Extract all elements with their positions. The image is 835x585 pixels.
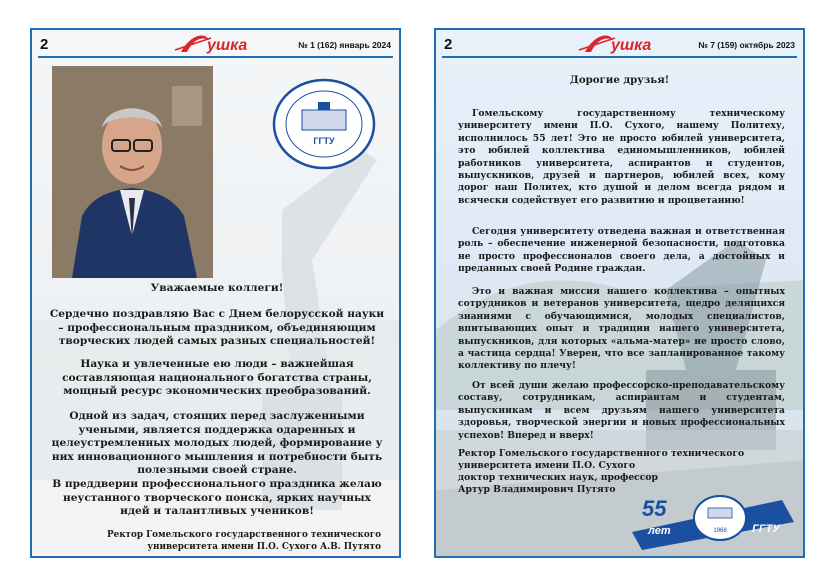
anniversary-badge bbox=[632, 482, 794, 554]
issue-number: № 7 (159) октябрь 2023 bbox=[698, 40, 795, 50]
newspaper-logo bbox=[171, 30, 261, 56]
badge-number: 55 bbox=[642, 496, 667, 521]
left-page bbox=[30, 28, 401, 558]
paragraph-2: Наука и увлеченные ею люди – важнейшая составляющая национального богатства страны, мощный ресурс экономических преобразований. bbox=[62, 358, 372, 398]
paragraph-4: От всей души желаю профессорско-преподавательскому составу, сотрудникам, аспирантам и студентам, выпускникам и всем друзьям нашего университета здоровья, творческой энергии и новых профессиональных успехов! Вперед и вверх! bbox=[458, 380, 785, 441]
paragraph-1: Гомельскому государственному техническому университету имени П.О. Сухого, нашему Политеху, исполнилось 55 лет! Это не просто юбилей университета, это юбилей коллектива единомышленников, юбилей работников университета, аспирантов и студентов, выпускников, друзей и партнеров, юбилей всех, кому дорог наш Политех, кто душой и делом всегда рядом и всячески содействует его развитию и процветанию! bbox=[458, 108, 785, 206]
rector-photo bbox=[52, 66, 213, 278]
badge-year: 1968 bbox=[713, 528, 727, 534]
paragraph-3: Одной из задач, стоящих перед заслуженными учеными, является поддержка одаренных и целеустремленных молодых людей, формирование у них инновационного мышления и потребности быть полезными своей стране. bbox=[51, 410, 383, 477]
paragraph-3: Это и важная миссия нашего коллектива – опытных сотрудников и ветеранов университета, щедро делящихся знаниями с обучающимися, молодых специалистов, впитывающих опыт и традиции нашего университета, выпускников, для которых «альма-матер» не просто слово, а частица сердца! Уверен, что все запланированное такому коллективу по плечу! bbox=[458, 286, 785, 372]
university-seal bbox=[272, 78, 376, 170]
signature-line-2: университета имени П.О. Сухого А.В. Путято bbox=[147, 541, 381, 552]
letter-title: Дорогие друзья! bbox=[569, 74, 670, 86]
right-header bbox=[442, 36, 797, 58]
signature-line-1: Ректор Гомельского государственного технического bbox=[106, 530, 381, 540]
left-header bbox=[38, 36, 393, 58]
issue-number: № 1 (162) январь 2024 bbox=[298, 40, 391, 50]
right-page bbox=[434, 28, 805, 558]
newspaper-logo bbox=[575, 30, 665, 56]
badge-abbr: ГГТУ bbox=[752, 523, 780, 535]
signature bbox=[81, 530, 381, 553]
signature-line-1: Ректор Гомельского государственного технического bbox=[458, 448, 745, 459]
signature-line-4: Артур Владимирович Путято bbox=[458, 484, 616, 495]
paragraph-2: Сегодня университету отведена важная и ответственная роль – обеспечение инженерной безопасности, подготовка не просто профессионалов своего дела, а достойных и преданных своей Родине граждан. bbox=[458, 226, 785, 275]
badge-word: лет bbox=[648, 525, 671, 537]
logo-text: ушка bbox=[206, 37, 247, 54]
signature-line-2: университета имени П.О. Сухого bbox=[458, 460, 636, 471]
seal-text: ГГТУ bbox=[313, 136, 335, 146]
paragraph-4: В преддверии профессионального праздника желаю неустанного творческого поиска, ярких научных идей и талантливых учеников! bbox=[52, 478, 382, 518]
paragraph-1: Сердечно поздравляю Вас с Днем белорусской науки – профессиональным праздником, объединяющим творческих людей самых разных специальностей! bbox=[49, 308, 385, 348]
page-number: 2 bbox=[444, 36, 453, 53]
logo-text: ушка bbox=[610, 37, 651, 54]
signature-line-3: доктор технических наук, профессор bbox=[458, 472, 658, 483]
greeting: Уважаемые коллеги! bbox=[150, 282, 284, 294]
page-number: 2 bbox=[40, 36, 49, 53]
